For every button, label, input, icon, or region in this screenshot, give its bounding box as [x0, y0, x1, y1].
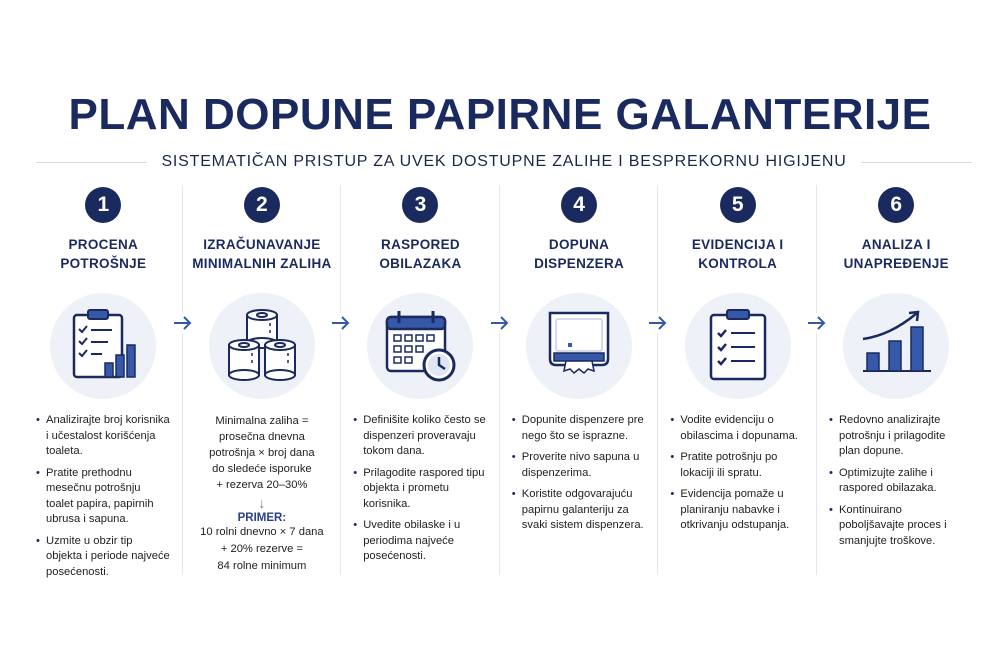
step-6 — [817, 185, 976, 580]
example-line: + 20% rezerve = — [220, 543, 303, 555]
bullet-item: • Dopunite dispenzere pre nego što se isprazne. — [512, 413, 647, 444]
step-title — [24, 235, 183, 275]
clipboard-chart-icon — [50, 293, 156, 399]
step-title — [183, 235, 342, 275]
step-title — [658, 235, 817, 275]
arrow-down-icon: ↓ — [258, 495, 266, 511]
step-title-line: OBILAZAKA — [379, 256, 462, 271]
subtitle-rule-left — [36, 162, 147, 163]
step-title-line: MINIMALNIH ZALIHA — [192, 256, 332, 271]
towel-dispenser-icon — [526, 293, 632, 399]
step-title-line: UNAPREĐENJE — [843, 256, 949, 271]
step-title-line: ANALIZA I — [861, 237, 931, 252]
page-title: PLAN DOPUNE PAPIRNE GALANTERIJE — [68, 90, 932, 139]
formula-line: Minimalna zaliha = — [215, 415, 309, 427]
subtitle-rule-right — [861, 162, 972, 163]
example-line: 10 rolni dnevno × 7 dana — [200, 526, 324, 538]
step-title-line: DISPENZERA — [534, 256, 625, 271]
bullet-item: • Analizirajte broj korisnika i učestalost korišćenja toaleta. — [36, 413, 171, 460]
step-title-line: POTROŠNJE — [60, 256, 147, 271]
step-description — [24, 413, 183, 580]
bullet-item: • Vodite evidenciju o obilascima i dopunama. — [670, 413, 805, 444]
steps-row — [24, 185, 976, 580]
calendar-clock-icon — [367, 293, 473, 399]
step-1 — [24, 185, 183, 580]
step-number-badge: 5 — [720, 187, 756, 223]
bullet-item: • Evidencija pomaže u planiranju nabavke i otkrivanju odstupanja. — [670, 487, 805, 534]
bullet-item: • Pratite prethodnu mesečnu potrošnju toalet papira, papirnih ubrusa i sapuna. — [36, 466, 171, 528]
bullet-item: • Optimizujte zalihe i raspored obilazaka. — [829, 466, 964, 497]
step-5 — [658, 185, 817, 580]
page-subtitle: SISTEMATIČAN PRISTUP ZA UVEK DOSTUPNE ZALIHE I BESPREKORNU HIGIJENU — [161, 153, 847, 170]
formula-line: prosečna dnevna — [218, 431, 305, 443]
example-label: PRIMER: — [237, 512, 287, 524]
step-3 — [341, 185, 500, 580]
step-description — [500, 413, 659, 534]
step-title — [341, 235, 500, 275]
chevron-right-icon — [805, 313, 829, 333]
bullet-item: • Kontinuirano poboljšavajte proces i smanjujte troškove. — [829, 503, 964, 550]
bullet-item: • Uzmite u obzir tip objekta i periode najveće posećenosti. — [36, 534, 171, 581]
step-title-line: KONTROLA — [698, 256, 778, 271]
formula-text — [183, 413, 342, 493]
step-number-badge: 2 — [244, 187, 280, 223]
example-line: 84 rolne minimum — [217, 560, 307, 572]
subtitle-row — [36, 150, 972, 174]
step-title — [500, 235, 659, 275]
chevron-right-icon — [488, 313, 512, 333]
toilet-rolls-icon — [209, 293, 315, 399]
step-title-line: EVIDENCIJA I — [691, 237, 784, 252]
bullet-item: • Proverite nivo sapuna u dispenzerima. — [512, 450, 647, 481]
step-number-badge: 1 — [85, 187, 121, 223]
checklist-icon — [685, 293, 791, 399]
step-description — [658, 413, 817, 534]
formula-line: potrošnja × broj dana — [209, 447, 315, 459]
chevron-right-icon — [329, 313, 353, 333]
example-text — [183, 524, 342, 575]
formula-line: + rezerva 20–30% — [216, 479, 308, 491]
bullet-item: • Prilagodite raspored tipu objekta i prometu korisnika. — [353, 466, 488, 513]
bullet-item: • Uvedite obilaske i u periodima najveće posećenosti. — [353, 518, 488, 565]
step-title — [817, 235, 976, 275]
bullet-item: • Redovno analizirajte potrošnju i prilagodite plan dopune. — [829, 413, 964, 460]
step-number-badge: 6 — [878, 187, 914, 223]
chevron-right-icon — [646, 313, 670, 333]
step-number-badge: 4 — [561, 187, 597, 223]
step-4 — [500, 185, 659, 580]
bullet-item: • Koristite odgovarajuću papirnu galanteriju za svaki sistem dispenzera. — [512, 487, 647, 534]
step-title-line: RASPORED — [381, 237, 460, 252]
step-description — [341, 413, 500, 565]
step-number-badge: 3 — [402, 187, 438, 223]
step-description — [817, 413, 976, 549]
bullet-item: • Definišite koliko često se dispenzeri proveravaju tokom dana. — [353, 413, 488, 460]
step-title-line: PROCENA — [68, 237, 139, 252]
bullet-item: • Pratite potrošnju po lokaciji ili spratu. — [670, 450, 805, 481]
formula-line: do sledeće isporuke — [212, 463, 312, 475]
step-title-line: IZRAČUNAVANJE — [203, 237, 321, 252]
growth-chart-icon — [843, 293, 949, 399]
step-2 — [183, 185, 342, 580]
step-title-line: DOPUNA — [548, 237, 610, 252]
chevron-right-icon — [171, 313, 195, 333]
